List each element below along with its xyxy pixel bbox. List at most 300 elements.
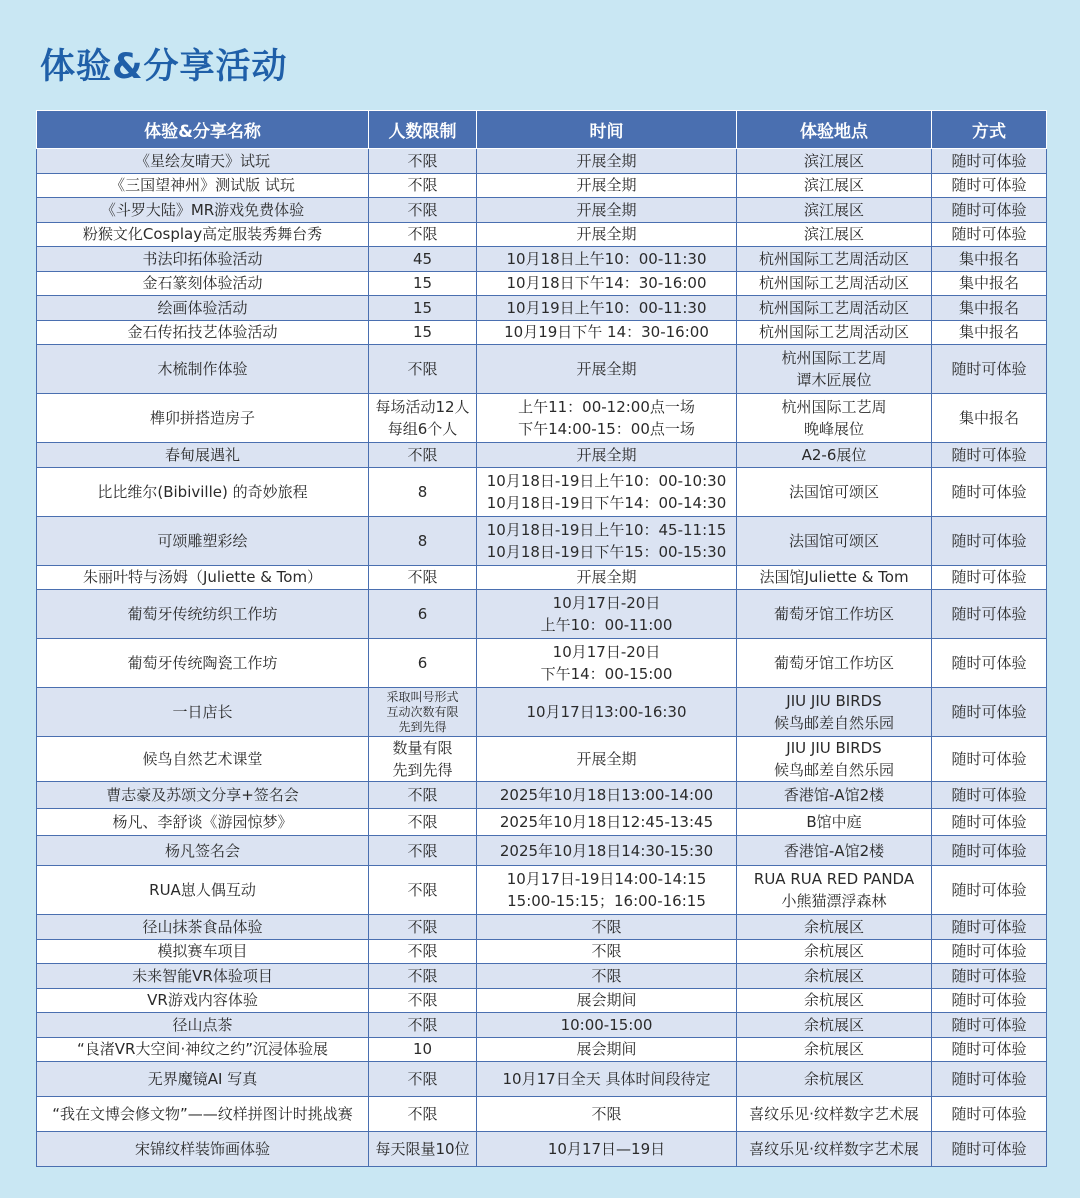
activity-name-cell xyxy=(37,639,369,688)
cell-text: 杨凡、李舒谈《游园惊梦》 xyxy=(112,813,293,831)
cell-text: 先到先得 xyxy=(398,719,447,734)
cell-text: 法国馆可颂区 xyxy=(788,531,879,550)
time-cell xyxy=(477,836,737,866)
activity-name-cell xyxy=(37,394,369,443)
cell-text: “良渚VR大空间·神纹之约”沉浸体验展 xyxy=(77,1040,328,1059)
location-cell xyxy=(737,737,932,782)
activity-name-cell xyxy=(37,1132,369,1167)
cell-text: 未来智能VR体验项目 xyxy=(132,966,273,985)
cell-text: 下午14:00-15：00点一场 xyxy=(518,420,695,438)
cell-text: JIU JIU BIRDS xyxy=(786,692,882,710)
cell-text: 候鸟邮差自然乐园 xyxy=(773,761,894,779)
cell-text: 香港馆-A馆2楼 xyxy=(783,786,885,804)
time-cell xyxy=(477,1062,737,1097)
people-limit-cell xyxy=(369,939,477,964)
location-cell xyxy=(737,467,932,516)
cell-text: 不限 xyxy=(407,568,438,587)
time-cell xyxy=(477,866,737,915)
time-cell xyxy=(477,1097,737,1132)
cell-text: 10月18日下午14：30-16:00 xyxy=(506,274,707,293)
cell-text: 不限 xyxy=(407,942,438,961)
cell-text: 候鸟邮差自然乐园 xyxy=(773,714,894,732)
people-limit-cell xyxy=(369,443,477,468)
method-cell xyxy=(932,198,1047,223)
cell-text: 一日店长 xyxy=(172,703,233,721)
people-limit-cell xyxy=(369,1132,477,1167)
table-header-row xyxy=(37,111,1047,149)
method-cell xyxy=(932,809,1047,836)
table-row xyxy=(37,590,1047,639)
cell-text: 径山点茶 xyxy=(172,1015,233,1034)
table-row xyxy=(37,198,1047,223)
location-cell xyxy=(737,320,932,345)
time-cell xyxy=(477,1037,737,1062)
activity-name-cell xyxy=(37,565,369,590)
cell-text: 葡萄牙传统陶瓷工作坊 xyxy=(127,654,278,672)
cell-text: 10月17日-19日14:00-14:15 xyxy=(506,870,707,888)
activity-name-cell xyxy=(37,782,369,809)
table-row xyxy=(37,247,1047,272)
time-cell xyxy=(477,688,737,737)
people-limit-cell xyxy=(369,809,477,836)
cell-text: 随时可体验 xyxy=(951,151,1027,170)
activity-name-cell xyxy=(37,345,369,394)
table-row xyxy=(37,173,1047,198)
time-cell xyxy=(477,1013,737,1038)
activity-table xyxy=(36,110,1047,1167)
cell-text: 不限 xyxy=(407,841,438,860)
cell-text: 10月18日-19日上午10：45-11:15 xyxy=(486,520,727,539)
cell-text: 粉猴文化Cosplay高定服装秀舞台秀 xyxy=(82,225,323,244)
cell-text: 模拟赛车项目 xyxy=(157,942,248,961)
cell-text: 集中报名 xyxy=(958,298,1019,317)
cell-text: 无界魔镜AI 写真 xyxy=(147,1070,258,1088)
method-cell xyxy=(932,737,1047,782)
cell-text: 10月19日上午10：00-11:30 xyxy=(506,298,707,317)
time-cell xyxy=(477,394,737,443)
cell-text: 集中报名 xyxy=(958,323,1019,342)
cell-text: 随时可体验 xyxy=(951,991,1027,1010)
cell-text: 金石传拓技艺体验活动 xyxy=(127,323,278,342)
method-cell xyxy=(932,271,1047,296)
people-limit-cell xyxy=(369,964,477,989)
table-body xyxy=(37,149,1047,1167)
people-limit-cell xyxy=(369,565,477,590)
people-limit-cell xyxy=(369,271,477,296)
location-cell xyxy=(737,590,932,639)
people-limit-cell xyxy=(369,198,477,223)
people-limit-cell xyxy=(369,173,477,198)
location-cell xyxy=(737,296,932,321)
method-cell xyxy=(932,1062,1047,1097)
table-row xyxy=(37,737,1047,782)
location-cell xyxy=(737,271,932,296)
location-cell xyxy=(737,565,932,590)
location-cell xyxy=(737,688,932,737)
cell-text: 比比维尔(Bibiville) 的奇妙旅程 xyxy=(97,482,308,501)
activity-name-cell xyxy=(37,737,369,782)
cell-text: 开展全期 xyxy=(576,750,637,768)
header-time: 时间 xyxy=(477,111,737,149)
cell-text: 不限 xyxy=(407,991,438,1010)
cell-text: 开展全期 xyxy=(576,445,637,464)
cell-text: 随时可体验 xyxy=(951,1040,1027,1059)
cell-text: 集中报名 xyxy=(958,409,1019,427)
people-limit-cell xyxy=(369,320,477,345)
cell-text: 不限 xyxy=(407,225,438,244)
people-limit-cell xyxy=(369,247,477,272)
table-row xyxy=(37,688,1047,737)
cell-text: 随时可体验 xyxy=(951,200,1027,219)
location-cell xyxy=(737,149,932,174)
cell-text: 不限 xyxy=(407,881,438,899)
cell-text: 余杭展区 xyxy=(803,1015,864,1034)
cell-text: 随时可体验 xyxy=(951,841,1027,860)
cell-text: “我在文博会修文物”——纹样拼图计时挑战赛 xyxy=(52,1105,353,1123)
time-cell xyxy=(477,964,737,989)
table-row xyxy=(37,222,1047,247)
method-cell xyxy=(932,1132,1047,1167)
table-row xyxy=(37,809,1047,836)
location-cell xyxy=(737,964,932,989)
location-cell xyxy=(737,247,932,272)
people-limit-cell xyxy=(369,516,477,565)
activity-name-cell xyxy=(37,590,369,639)
method-cell xyxy=(932,222,1047,247)
table-row xyxy=(37,345,1047,394)
time-cell xyxy=(477,590,737,639)
cell-text: 杭州国际工艺周活动区 xyxy=(758,249,909,268)
cell-text: 谭木匠展位 xyxy=(796,371,872,389)
time-cell xyxy=(477,1132,737,1167)
people-limit-cell xyxy=(369,866,477,915)
header-place: 体验地点 xyxy=(737,111,932,149)
cell-text: 不限 xyxy=(407,917,438,936)
cell-text: 开展全期 xyxy=(576,360,637,378)
people-limit-cell xyxy=(369,1013,477,1038)
cell-text: 杭州国际工艺周活动区 xyxy=(758,298,909,317)
location-cell xyxy=(737,443,932,468)
cell-text: 木梳制作体验 xyxy=(157,360,248,378)
table-row xyxy=(37,467,1047,516)
cell-text: 下午14：00-15:00 xyxy=(540,665,673,683)
people-limit-cell xyxy=(369,688,477,737)
cell-text: 随时可体验 xyxy=(951,605,1027,623)
cell-text: 随时可体验 xyxy=(951,176,1027,195)
cell-text: 随时可体验 xyxy=(951,225,1027,244)
method-cell xyxy=(932,1013,1047,1038)
activity-name-cell xyxy=(37,467,369,516)
table-row xyxy=(37,271,1047,296)
people-limit-cell xyxy=(369,394,477,443)
cell-text: 10月17日—19日 xyxy=(547,1140,666,1158)
activity-name-cell xyxy=(37,1062,369,1097)
cell-text: 喜纹乐见·纹样数字艺术展 xyxy=(749,1140,919,1158)
cell-text: 集中报名 xyxy=(958,249,1019,268)
cell-text: 随时可体验 xyxy=(951,445,1027,464)
method-cell xyxy=(932,443,1047,468)
time-cell xyxy=(477,443,737,468)
activity-name-cell xyxy=(37,247,369,272)
cell-text: 不限 xyxy=(591,966,622,985)
people-limit-cell xyxy=(369,782,477,809)
method-cell xyxy=(932,988,1047,1013)
cell-text: 先到先得 xyxy=(392,761,453,779)
cell-text: 晚峰展位 xyxy=(803,420,864,438)
method-cell xyxy=(932,782,1047,809)
cell-text: 不限 xyxy=(407,445,438,464)
table-row xyxy=(37,988,1047,1013)
cell-text: 10月18日-19日下午14：00-14:30 xyxy=(486,493,727,512)
activity-name-cell xyxy=(37,222,369,247)
location-cell xyxy=(737,939,932,964)
cell-text: 香港馆-A馆2楼 xyxy=(783,841,885,860)
cell-text: 不限 xyxy=(407,1070,438,1088)
cell-text: 余杭展区 xyxy=(803,966,864,985)
location-cell xyxy=(737,1037,932,1062)
cell-text: 不限 xyxy=(407,813,438,831)
time-cell xyxy=(477,915,737,940)
cell-text: 绘画体验活动 xyxy=(157,298,248,317)
table-row xyxy=(37,782,1047,809)
cell-text: 法国馆可颂区 xyxy=(788,482,879,501)
cell-text: 随时可体验 xyxy=(951,1105,1027,1123)
cell-text: RUA崽人偶互动 xyxy=(149,881,256,899)
time-cell xyxy=(477,737,737,782)
cell-text: 余杭展区 xyxy=(803,991,864,1010)
time-cell xyxy=(477,222,737,247)
cell-text: 随时可体验 xyxy=(951,881,1027,899)
method-cell xyxy=(932,590,1047,639)
method-cell xyxy=(932,565,1047,590)
method-cell xyxy=(932,939,1047,964)
activity-name-cell xyxy=(37,939,369,964)
cell-text: 春甸展遇礼 xyxy=(164,445,240,464)
cell-text: 2025年10月18日14:30-15:30 xyxy=(499,841,714,860)
time-cell xyxy=(477,639,737,688)
cell-text: 随时可体验 xyxy=(951,568,1027,587)
page-title: 体验&分享活动 xyxy=(40,47,288,87)
method-cell xyxy=(932,149,1047,174)
method-cell xyxy=(932,320,1047,345)
people-limit-cell xyxy=(369,737,477,782)
location-cell xyxy=(737,1062,932,1097)
cell-text: 随时可体验 xyxy=(951,1140,1027,1158)
method-cell xyxy=(932,836,1047,866)
table-row xyxy=(37,394,1047,443)
time-cell xyxy=(477,320,737,345)
cell-text: 随时可体验 xyxy=(951,531,1027,550)
activity-name-cell xyxy=(37,271,369,296)
cell-text: 15:00-15:15；16:00-16:15 xyxy=(507,892,706,910)
cell-text: 滨江展区 xyxy=(803,176,864,195)
cell-text: B馆中庭 xyxy=(806,813,862,831)
cell-text: 10 xyxy=(412,1040,433,1059)
table-row xyxy=(37,443,1047,468)
people-limit-cell xyxy=(369,639,477,688)
cell-text: 8 xyxy=(417,531,428,550)
cell-text: 随时可体验 xyxy=(951,703,1027,721)
activity-name-cell xyxy=(37,198,369,223)
table-row xyxy=(37,1037,1047,1062)
location-cell xyxy=(737,1097,932,1132)
cell-text: A2-6展位 xyxy=(801,445,867,464)
cell-text: 15 xyxy=(412,274,433,293)
method-cell xyxy=(932,296,1047,321)
activity-name-cell xyxy=(37,1037,369,1062)
location-cell xyxy=(737,1132,932,1167)
table-row xyxy=(37,1013,1047,1038)
cell-text: 10月19日下午 14：30-16:00 xyxy=(504,323,709,342)
header-mode: 方式 xyxy=(932,111,1047,149)
cell-text: 随时可体验 xyxy=(951,966,1027,985)
cell-text: 余杭展区 xyxy=(803,1070,864,1088)
cell-text: 开展全期 xyxy=(576,176,637,195)
people-limit-cell xyxy=(369,1062,477,1097)
table-row xyxy=(37,296,1047,321)
cell-text: 葡萄牙馆工作坊区 xyxy=(773,654,894,672)
people-limit-cell xyxy=(369,988,477,1013)
table-row xyxy=(37,565,1047,590)
location-cell xyxy=(737,988,932,1013)
cell-text: 开展全期 xyxy=(576,151,637,170)
location-cell xyxy=(737,836,932,866)
table-row xyxy=(37,836,1047,866)
people-limit-cell xyxy=(369,345,477,394)
cell-text: 不限 xyxy=(591,942,622,961)
cell-text: 随时可体验 xyxy=(951,786,1027,804)
cell-text: 可颂雕塑彩绘 xyxy=(157,531,248,550)
location-cell xyxy=(737,516,932,565)
cell-text: 喜纹乐见·纹样数字艺术展 xyxy=(749,1105,919,1123)
activity-table-container xyxy=(36,110,1046,1167)
time-cell xyxy=(477,296,737,321)
time-cell xyxy=(477,782,737,809)
activity-name-cell xyxy=(37,516,369,565)
table-row xyxy=(37,149,1047,174)
location-cell xyxy=(737,639,932,688)
header-name: 体验&分享名称 xyxy=(37,111,369,149)
activity-name-cell xyxy=(37,443,369,468)
cell-text: 每组6个人 xyxy=(387,420,458,438)
cell-text: 随时可体验 xyxy=(951,1015,1027,1034)
cell-text: VR游戏内容体验 xyxy=(147,991,258,1010)
cell-text: 杨凡签名会 xyxy=(164,841,240,860)
method-cell xyxy=(932,866,1047,915)
people-limit-cell xyxy=(369,296,477,321)
cell-text: JIU JIU BIRDS xyxy=(786,739,882,757)
location-cell xyxy=(737,345,932,394)
cell-text: 上午10：00-11:00 xyxy=(540,616,673,634)
cell-text: 上午11：00-12:00点一场 xyxy=(518,398,695,416)
cell-text: 余杭展区 xyxy=(803,942,864,961)
cell-text: 葡萄牙馆工作坊区 xyxy=(773,605,894,623)
cell-text: 杭州国际工艺周活动区 xyxy=(758,323,909,342)
location-cell xyxy=(737,809,932,836)
cell-text: 15 xyxy=(412,323,433,342)
method-cell xyxy=(932,467,1047,516)
location-cell xyxy=(737,782,932,809)
location-cell xyxy=(737,173,932,198)
cell-text: 书法印拓体验活动 xyxy=(142,249,263,268)
table-row xyxy=(37,516,1047,565)
cell-text: 不限 xyxy=(407,966,438,985)
time-cell xyxy=(477,809,737,836)
activity-name-cell xyxy=(37,296,369,321)
cell-text: 2025年10月18日13:00-14:00 xyxy=(499,786,714,804)
cell-text: 不限 xyxy=(407,1105,438,1123)
location-cell xyxy=(737,866,932,915)
time-cell xyxy=(477,988,737,1013)
cell-text: 法国馆Juliette & Tom xyxy=(759,568,909,587)
cell-text: 15 xyxy=(412,298,433,317)
activity-name-cell xyxy=(37,1013,369,1038)
time-cell xyxy=(477,565,737,590)
activity-name-cell xyxy=(37,964,369,989)
cell-text: 随时可体验 xyxy=(951,360,1027,378)
cell-text: 滨江展区 xyxy=(803,200,864,219)
cell-text: 宋锦纹样装饰画体验 xyxy=(134,1140,270,1158)
time-cell xyxy=(477,939,737,964)
method-cell xyxy=(932,247,1047,272)
cell-text: 金石篆刻体验活动 xyxy=(142,274,263,293)
cell-text: 《星绘友晴天》试玩 xyxy=(134,151,270,170)
method-cell xyxy=(932,1037,1047,1062)
cell-text: 不限 xyxy=(407,200,438,219)
cell-text: 6 xyxy=(417,605,428,623)
table-row xyxy=(37,964,1047,989)
cell-text: 杭州国际工艺周活动区 xyxy=(758,274,909,293)
cell-text: 杭州国际工艺周 xyxy=(781,349,887,367)
activity-name-cell xyxy=(37,1097,369,1132)
cell-text: 不限 xyxy=(407,151,438,170)
cell-text: 10月17日全天 具体时间段待定 xyxy=(502,1070,711,1088)
cell-text: 每天限量10位 xyxy=(375,1140,470,1158)
cell-text: 不限 xyxy=(407,1015,438,1034)
people-limit-cell xyxy=(369,149,477,174)
time-cell xyxy=(477,271,737,296)
cell-text: 开展全期 xyxy=(576,225,637,244)
cell-text: 每场活动12人 xyxy=(375,398,470,416)
header-limit: 人数限制 xyxy=(369,111,477,149)
cell-text: 榫卯拼搭造房子 xyxy=(149,409,255,427)
cell-text: 10月17日-20日 xyxy=(552,643,661,661)
people-limit-cell xyxy=(369,590,477,639)
activity-name-cell xyxy=(37,836,369,866)
time-cell xyxy=(477,516,737,565)
method-cell xyxy=(932,964,1047,989)
time-cell xyxy=(477,198,737,223)
table-row xyxy=(37,639,1047,688)
cell-text: 随时可体验 xyxy=(951,654,1027,672)
cell-text: 随时可体验 xyxy=(951,813,1027,831)
cell-text: 展会期间 xyxy=(576,1040,637,1059)
cell-text: 小熊猫漂浮森林 xyxy=(781,892,887,910)
location-cell xyxy=(737,222,932,247)
table-row xyxy=(37,1132,1047,1167)
cell-text: 朱丽叶特与汤姆（Juliette & Tom） xyxy=(82,568,323,587)
method-cell xyxy=(932,915,1047,940)
people-limit-cell xyxy=(369,1097,477,1132)
cell-text: 余杭展区 xyxy=(803,917,864,936)
location-cell xyxy=(737,1013,932,1038)
method-cell xyxy=(932,688,1047,737)
cell-text: 10月18日上午10：00-11:30 xyxy=(506,249,707,268)
people-limit-cell xyxy=(369,836,477,866)
activity-name-cell xyxy=(37,173,369,198)
people-limit-cell xyxy=(369,467,477,516)
cell-text: 杭州国际工艺周 xyxy=(781,398,887,416)
